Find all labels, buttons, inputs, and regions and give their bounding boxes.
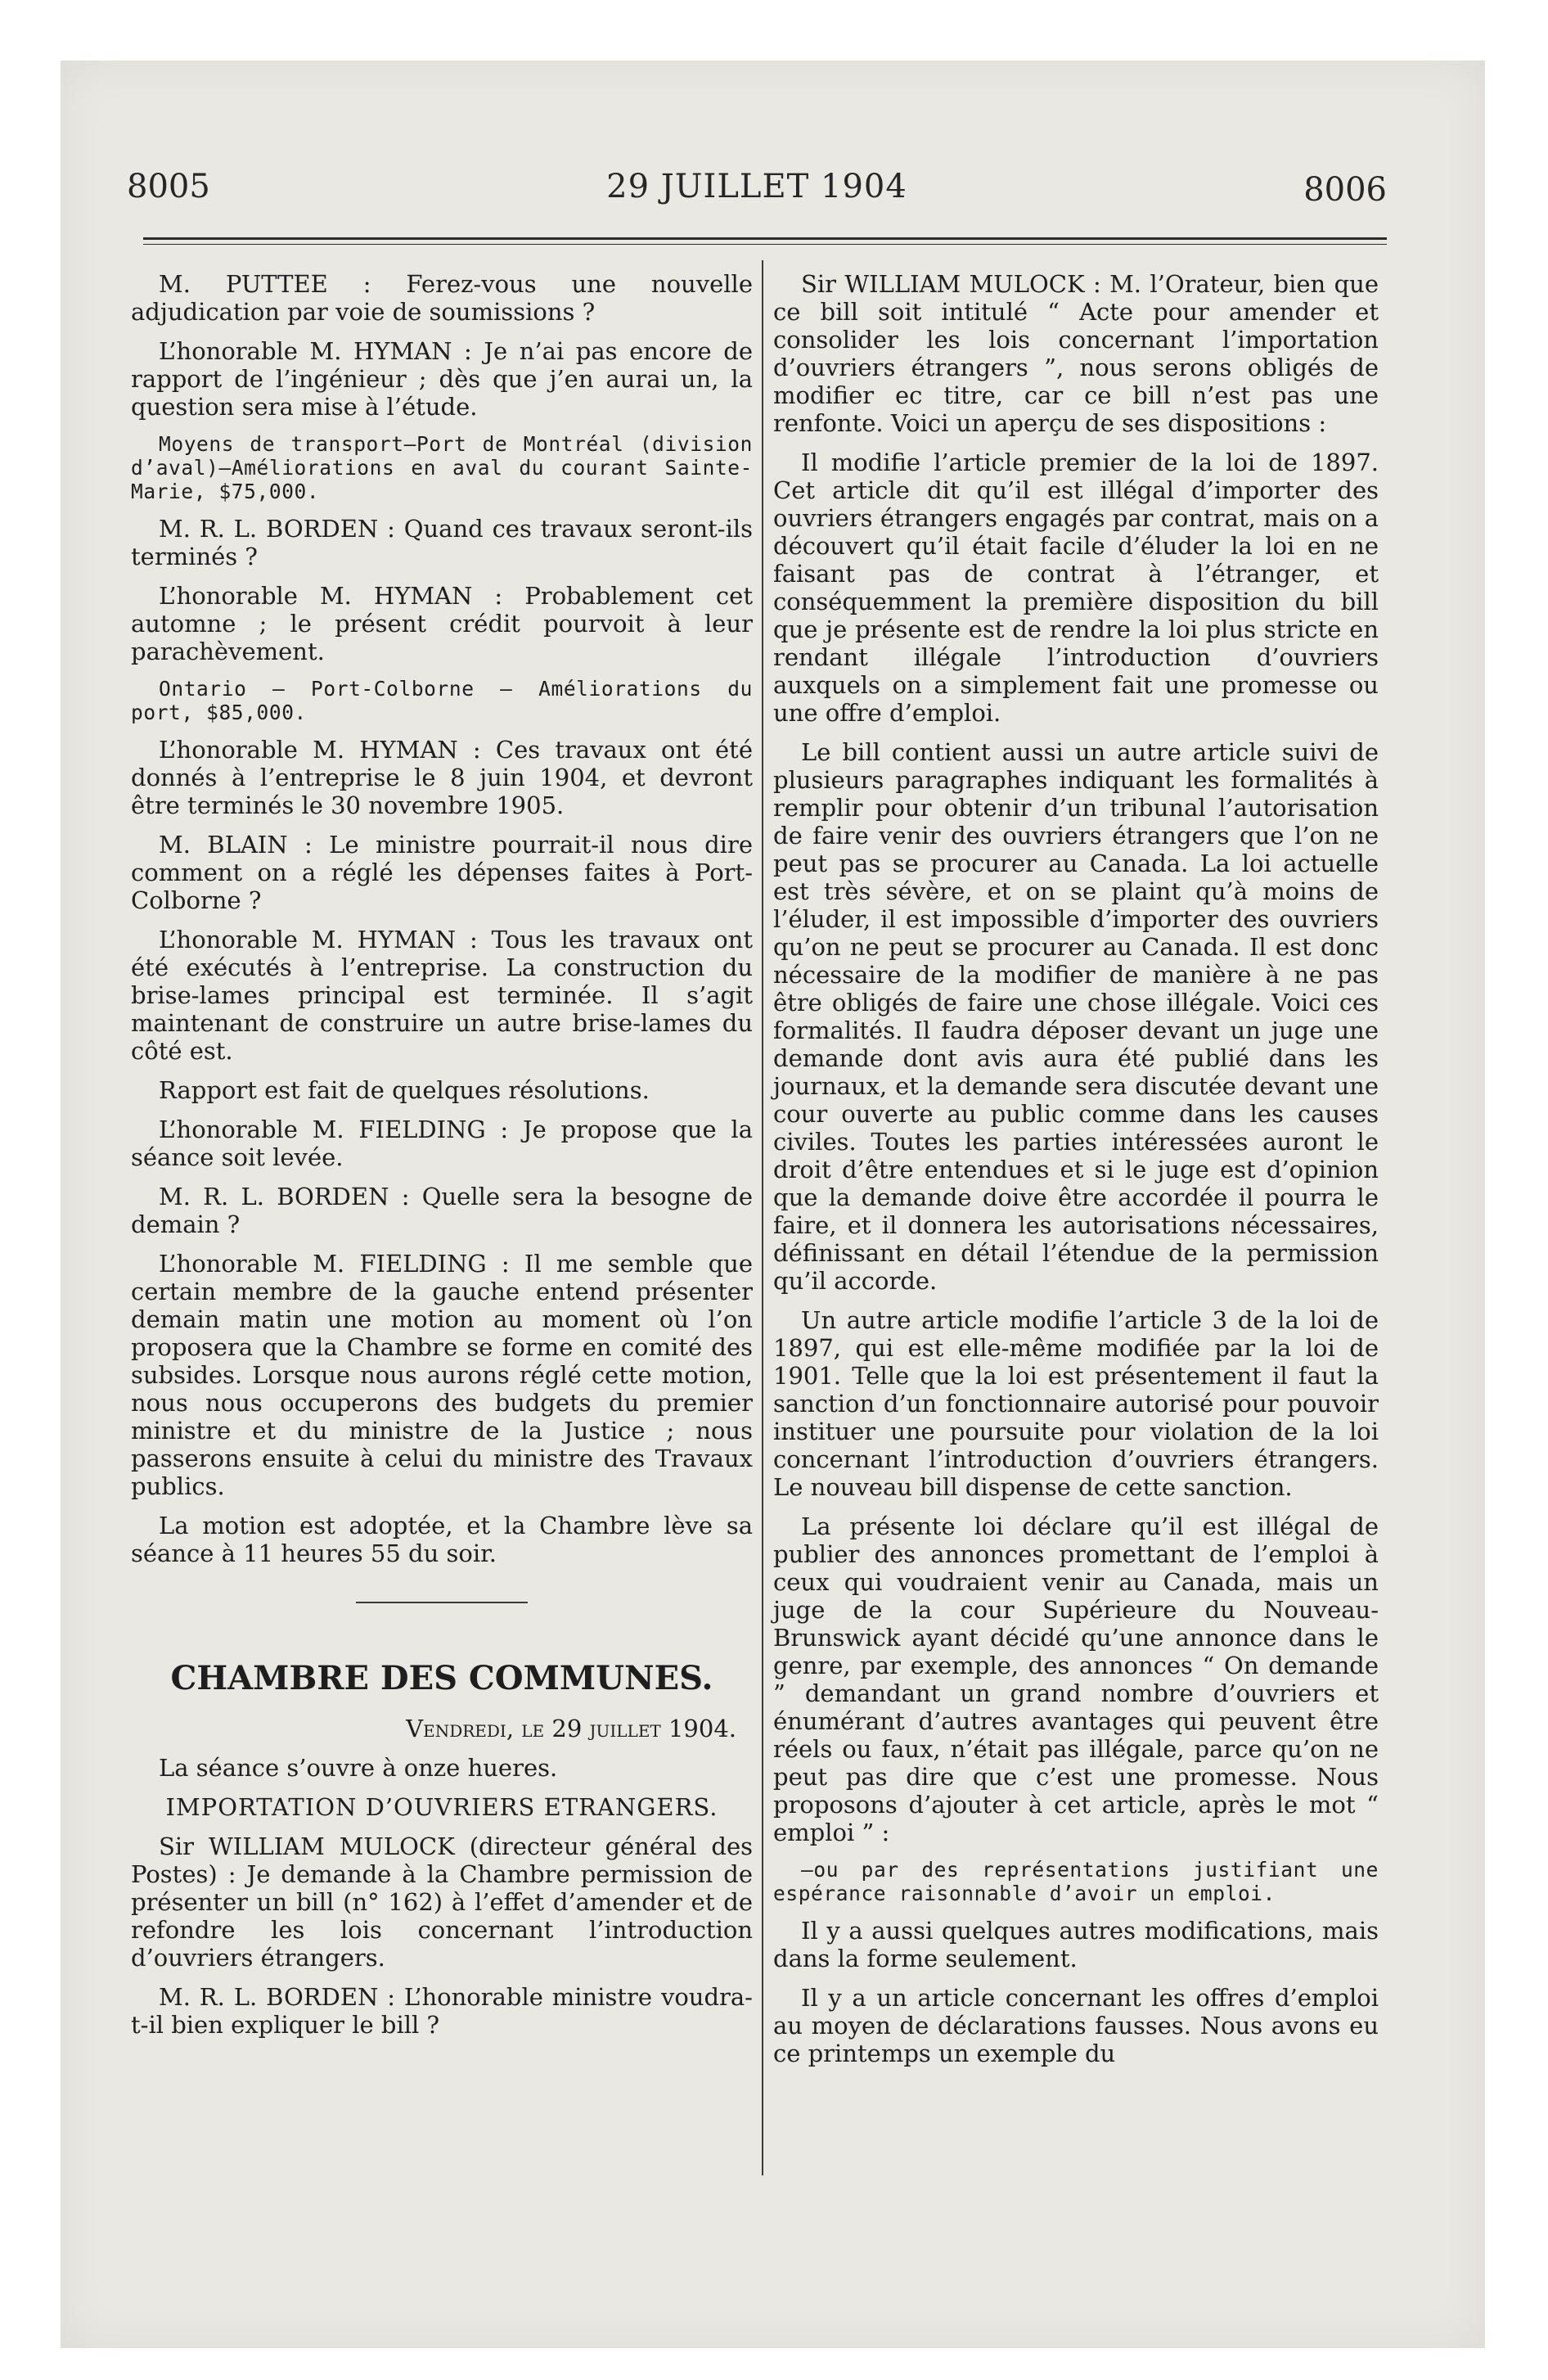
paragraph: L’honorable M. HYMAN : Ces travaux ont été donnés à l’entreprise le 8 juin 1904, et devront être terminés le 30 novembre 1905. [131,736,753,819]
paragraph: Il y a aussi quelques autres modifications, mais dans la forme seulement. [773,1917,1379,1972]
paragraph: L’honorable M. HYMAN : Probablement cet automne ; le présent crédit pourvoit à leur parachèvement. [131,582,753,665]
paragraph: M. R. L. BORDEN : Quelle sera la besogne de demain ? [131,1183,753,1238]
left-column [131,270,753,2050]
paragraph: Le bill contient aussi un autre article suivi de plusieurs paragraphes indiquant les formalités à remplir pour obtenir d’un tribunal l’autorisation de faire venir des ouvriers étrangers que l’on ne peut pas se procurer au Canada. La loi actuelle est très sévère, et on se plaint qu’à moins de l’éluder, il est impossible d’importer des ouvriers qu’on ne peut se procurer au Canada. Il est donc nécessaire de la modifier de manière à ne pas être obligés de faire une chose illégale. Voici ces formalités. Il faudra déposer devant un juge une demande dont avis aura été publié dans les journaux, et la demande sera discutée devant une cour ouverte au public comme dans les causes civiles. Toutes les parties intéressées auront le droit d’être entendues et si le juge est d’opinion que la demande doive être accordée il pourra le faire, et il donnera les autorisations nécessaires, définissant en détail l’étendue de la permission qu’il accorde. [773,738,1379,1295]
paragraph: L’honorable M. FIELDING : Il me semble que certain membre de la gauche entend présenter demain matin une motion au moment où l’on proposera que la Chambre se forme en comité des subsides. Lorsque nous aurons réglé cette motion, nous nous occuperons des budgets du premier ministre et du ministre de la Justice ; nous passerons ensuite à celui du ministre des Travaux publics. [131,1250,753,1500]
paragraph: Il modifie l’article premier de la loi de 1897. Cet article dit qu’il est illégal d’importer des ouvriers étrangers engagés par contrat, mais on a découvert qu’il était facile d’éluder la loi en ne faisant pas de contrat à l’étranger, et conséquemment la première disposition du bill que je présente est de rendre la loi plus stricte en rendant illégale l’introduction d’ouvriers auxquels on a simplement fait une promesse ou une offre d’emploi. [773,449,1379,727]
session-date: Vendredi, le 29 juillet 1904. [406,1715,736,1742]
paragraph: L’honorable M. HYMAN : Tous les travaux ont été exécutés à l’entreprise. La construction du brise-lames principal est terminée. Il s’agit maintenant de construire un autre brise-lames du côté est. [131,926,753,1065]
chamber-title: CHAMBRE DES COMMUNES. [170,1659,713,1697]
quoted-amendment: —ou par des représentations justifiant une espérance raisonnable d’avoir un emploi. [773,1858,1379,1905]
paragraph: La présente loi déclare qu’il est illégal de publier des annonces promettant de l’emploi à ceux qui voudraient venir au Canada, mais un juge de la cour Supérieure du Nouveau-Brunswick ayant décidé qu’une annonce dans le genre, par exemple, des annonces “ On demande ” demandant un grand nombre d’ouvriers et énumérant d’autres avantages qui peuvent être réels ou faux, n’était pas illégale, parce qu’on ne peut pas dire que c’est une promesse. Nous proposons d’ajouter à cet article, après le mot “ emploi ” : [773,1512,1379,1846]
paragraph: La motion est adoptée, et la Chambre lève sa séance à 11 heures 55 du soir. [131,1512,753,1567]
paragraph: Rapport est fait de quelques résolutions. [159,1076,650,1104]
section-separator [356,1602,528,1603]
header-rule-thin [143,244,1387,245]
header-rule-thick [143,237,1387,240]
budget-item: Ontario — Port-Colborne — Améliorations du port, $85,000. [131,677,753,724]
paragraph: La séance s’ouvre à onze hueres. [159,1754,558,1782]
right-column [773,270,1379,2079]
section-heading: IMPORTATION D’OUVRIERS ETRANGERS. [165,1793,718,1821]
column-divider [762,260,763,2175]
page-number-left: 8005 [127,168,210,205]
page-header [127,168,1387,217]
paragraph: Il y a un article concernant les offres d’emploi au moyen de déclarations fausses. Nous avons eu ce printemps un exemple du [773,1984,1379,2067]
paragraph: Sir WILLIAM MULOCK (directeur général des Postes) : Je demande à la Chambre permission de présenter un bill (n° 162) à l’effet d’amender et de refondre les lois concernant l’introduction d’ouvriers étrangers. [131,1832,753,1972]
paragraph: M. PUTTEE : Ferez-vous une nouvelle adjudication par voie de soumissions ? [131,270,753,326]
paragraph: Un autre article modifie l’article 3 de la loi de 1897, qui est elle-même modifiée par la loi de 1901. Telle que la loi est présentement il faut la sanction d’un fonctionnaire autorisé pour pouvoir instituer une poursuite pour violation de la loi concernant l’introduction d’ouvriers étrangers. Le nouveau bill dispense de cette sanction. [773,1306,1379,1501]
paragraph: L’honorable M. FIELDING : Je propose que la séance soit levée. [131,1116,753,1171]
paragraph: Sir WILLIAM MULOCK : M. l’Orateur, bien que ce bill soit intitulé “ Acte pour amender et consolider les lois concernant l’importation d’ouvriers étrangers ”, nous serons obligés de modifier ec titre, car ce bill n’est pas une renfonte. Voici un aperçu de ses dispositions : [773,270,1379,437]
budget-item: Moyens de transport—Port de Montréal (division d’aval)—Améliorations en aval du courant Sainte-Marie, $75,000. [131,432,753,503]
page-number-right: 8006 [1303,171,1387,209]
paragraph: M. R. L. BORDEN : L’honorable ministre voudra-t-il bien expliquer le bill ? [131,1983,753,2039]
header-date: 29 JUILLET 1904 [606,168,907,205]
paragraph: L’honorable M. HYMAN : Je n’ai pas encore de rapport de l’ingénieur ; dès que j’en aurai un, la question sera mise à l’étude. [131,337,753,421]
paragraph: M. BLAIN : Le ministre pourrait-il nous dire comment on a réglé les dépenses faites à Port-Colborne ? [131,831,753,914]
paragraph: M. R. L. BORDEN : Quand ces travaux seront-ils terminés ? [131,515,753,570]
